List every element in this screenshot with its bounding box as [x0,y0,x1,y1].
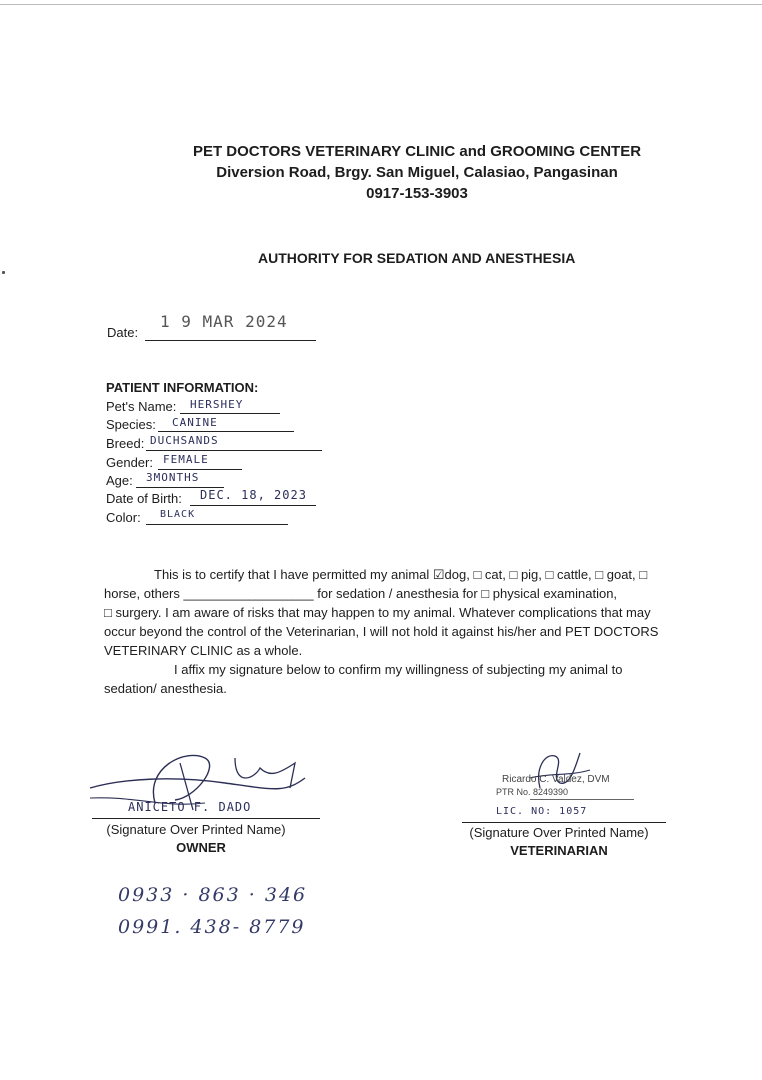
color-value: BLACK [160,509,196,520]
consent-line-4: occur beyond the control of the Veterinarian, I will not hold it against his/her and PET DOCTORS [104,624,659,639]
dob-line [190,505,316,506]
gender-value: FEMALE [163,453,209,466]
color-line [146,524,288,525]
consent-line-6: I affix my signature below to confirm my willingness of subjecting my animal to [174,662,623,677]
consent-line-3: □ surgery. I am aware of risks that may happen to my animal. Whatever complications that may [104,605,651,620]
date-label: Date: [107,325,139,340]
consent-paragraph [104,565,704,698]
form-title: AUTHORITY FOR SEDATION AND ANESTHESIA [258,250,576,266]
dob-value: DEC. 18, 2023 [200,488,307,502]
owner-phone-1: 0933 · 863 · 346 [118,884,308,906]
patient-info-heading: PATIENT INFORMATION: [106,380,259,395]
consent-line-5: VETERINARY CLINIC as a whole. [104,643,303,658]
pet-name-value: HERSHEY [190,398,244,411]
vet-license: LIC. NO: 1057 [496,806,588,817]
pet-name-label: Pet's Name: [106,399,177,414]
clinic-name: PET DOCTORS VETERINARY CLINIC and GROOMING CENTER [192,143,642,160]
owner-caption: (Signature Over Printed Name) [106,822,286,837]
pet-name-line [180,413,280,414]
consent-line-7: sedation/ anesthesia. [104,681,227,696]
species-value: CANINE [172,416,218,429]
consent-line-1: This is to certify that I have permitted my animal ☑dog, □ cat, □ pig, □ cattle, □ goat, □ [154,567,648,582]
breed-value: DUCHSANDS [150,434,219,447]
color-label: Color: [106,510,141,525]
vet-signature-line [462,822,666,823]
clinic-phone: 0917-153-3903 [366,185,468,202]
vet-stamp-name: Ricardo C. Valdez, DVM [502,774,610,785]
dob-label: Date of Birth: [106,491,182,506]
date-stamp: 1 9 MAR 2024 [160,312,288,331]
species-label: Species: [106,417,156,432]
breed-line [146,450,322,451]
vet-role: VETERINARIAN [510,843,608,858]
vet-caption: (Signature Over Printed Name) [469,825,649,840]
age-label: Age: [106,473,133,488]
owner-phone-2: 0991. 438- 8779 [118,916,306,938]
owner-printed-name: ANICETO F. DADO [128,800,252,814]
clinic-address: Diversion Road, Brgy. San Miguel, Calasiao, Pangasinan [216,164,618,181]
vet-ptr-number: PTR No. 8249390 [496,787,569,797]
date-line [145,340,316,341]
scan-edge-line [0,4,762,5]
owner-signature-line [92,818,320,819]
gender-label: Gender: [106,455,153,470]
consent-line-2: horse, others __________________ for sedation / anesthesia for □ physical examination, [104,586,618,601]
vet-stamp-line [530,799,634,800]
age-value: 3MONTHS [146,471,200,484]
gender-line [158,469,242,470]
species-line [158,431,294,432]
breed-label: Breed: [106,436,145,451]
scan-speck [2,271,5,274]
owner-role: OWNER [176,840,226,855]
